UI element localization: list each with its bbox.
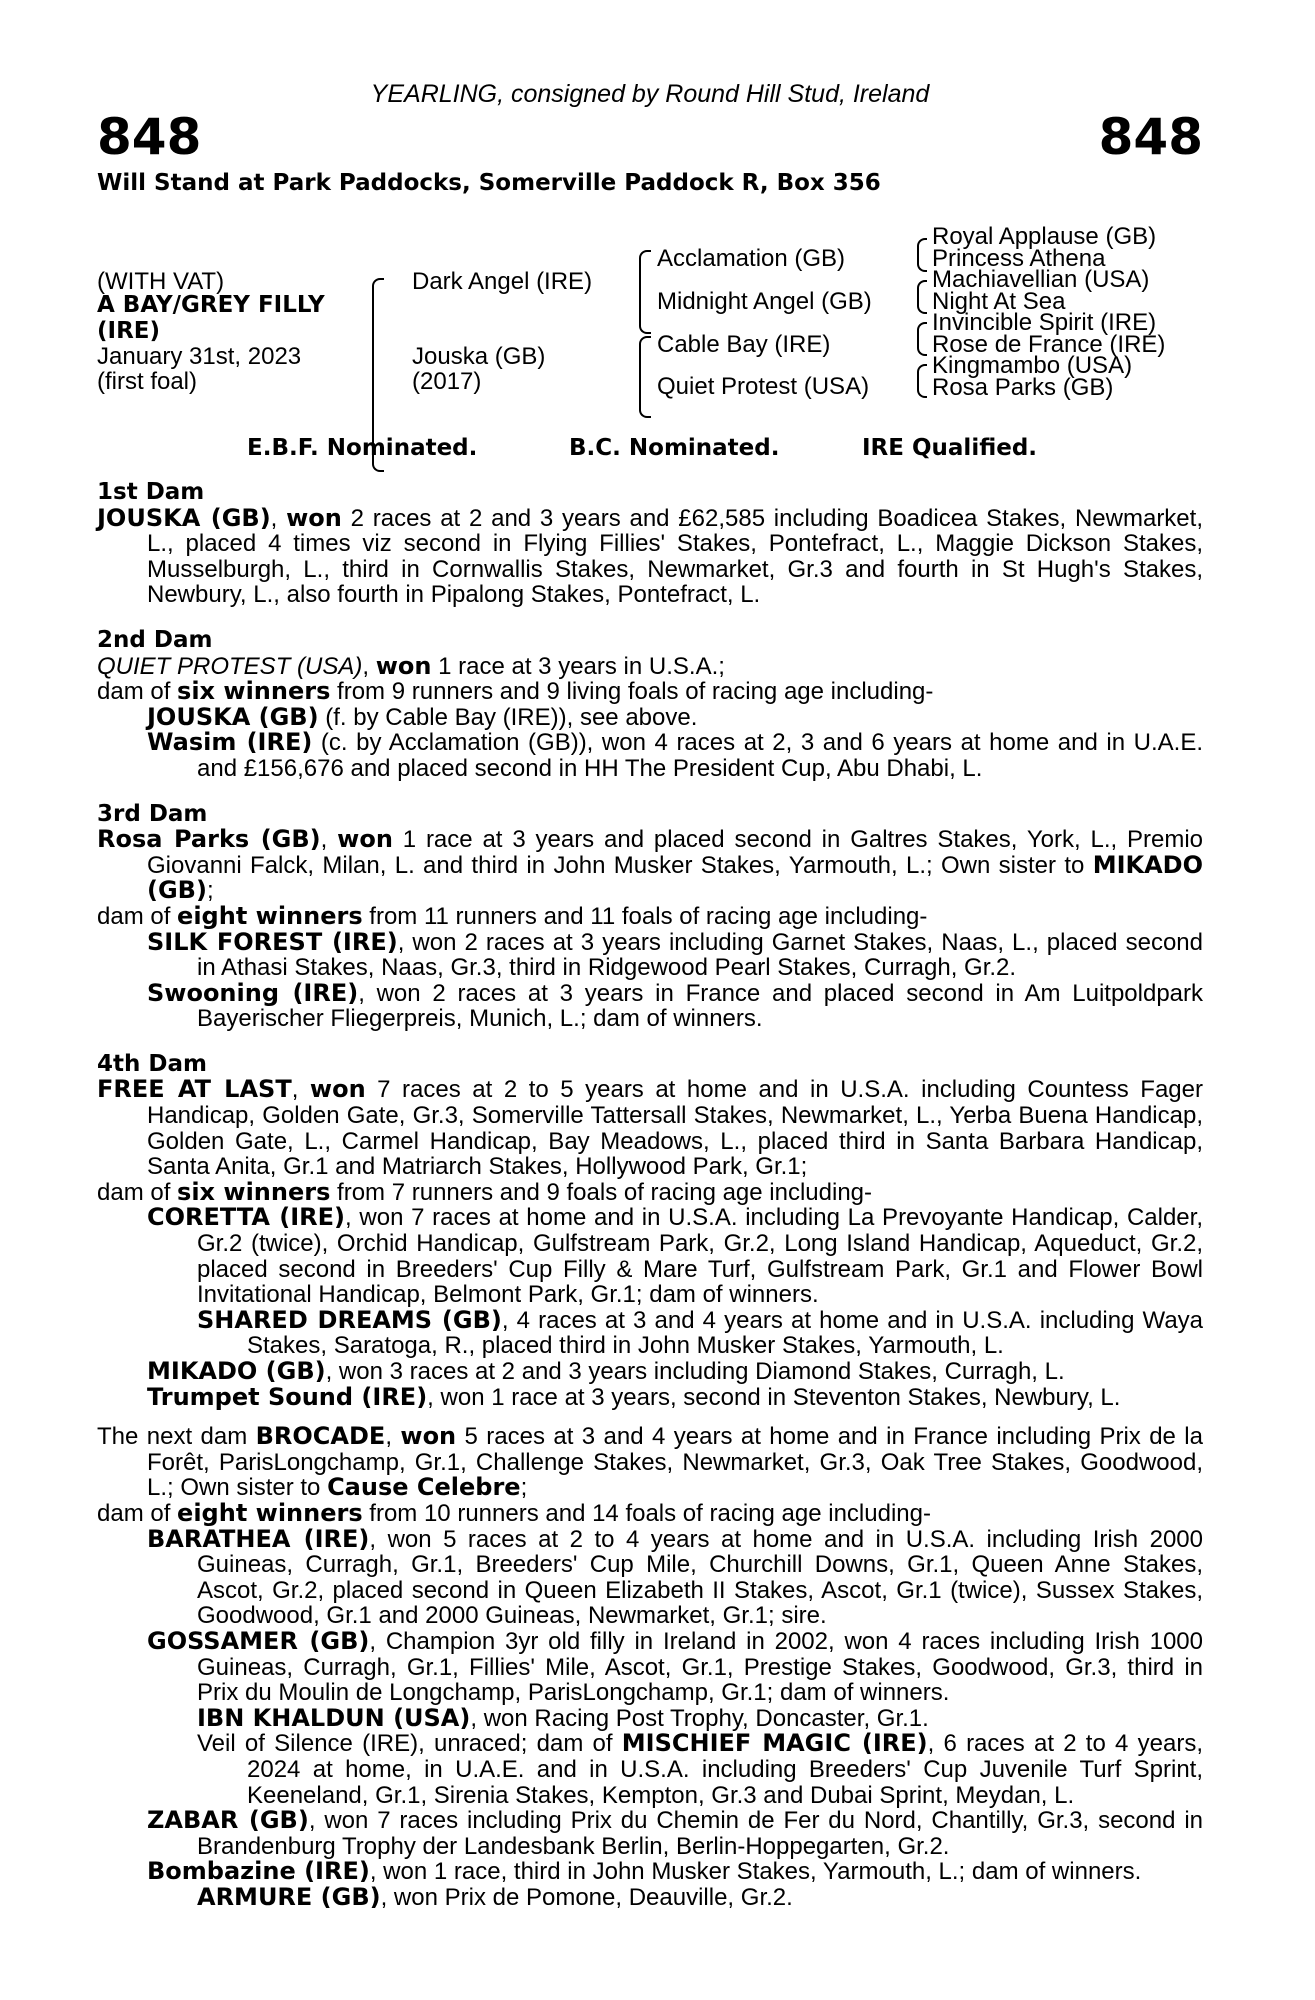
sire: Dark Angel (IRE) bbox=[412, 268, 593, 295]
fourth-dam-of: dam of bbox=[97, 1178, 178, 1206]
fourth-dam-name: FREE AT LAST bbox=[97, 1075, 292, 1104]
next-dam-end: ; bbox=[520, 1474, 528, 1502]
second-dam-record: QUIET PROTEST (USA), won 1 race at 3 years in U.S.A.; bbox=[97, 651, 725, 680]
brace-dd bbox=[917, 364, 927, 398]
progeny-text: (c. by Acclamation (GB)), won 4 races at 2, 3 and 6 years at home and in U.A.E. and £156,676 and placed second in HH The President Cup, Abu Dhabi, L. bbox=[197, 729, 1203, 782]
progeny-name: ZABAR (GB) bbox=[147, 1806, 309, 1835]
next-dam-progeny-2 bbox=[97, 1626, 1203, 1707]
progeny-name: Wasim (IRE) bbox=[147, 728, 313, 757]
next-dam-of: dam of bbox=[97, 1499, 178, 1527]
dam-year: (2017) bbox=[412, 368, 482, 395]
next-dam-text: 5 races at 3 and 4 years at home and in France including Prix de la Forêt, ParisLongchamp, Gr.1, Challenge Stakes, Newmarket, Gr.3, Oak Tree Stakes, Goodwood, L.; Own sister to bbox=[147, 1423, 1203, 1502]
ire-qualified: IRE Qualified. bbox=[862, 435, 1038, 461]
next-dam-grandprogeny-3 bbox=[97, 1882, 1203, 1911]
fourth-dam-progeny-3 bbox=[97, 1382, 1203, 1411]
third-dam-end: ; bbox=[206, 877, 214, 905]
progeny-text: , 6 races at 2 to 4 years, 2024 at home, in U.A.E. and in U.S.A. including Breeders' Cup Juvenile Turf Sprint, Keeneland, Gr.1, Sirenia Stakes, Kempton, Gr.3 and Dubai Sprint, Meydan, L. bbox=[247, 1730, 1203, 1809]
progeny-text: , won 5 races at 2 to 4 years at home and in U.S.A. including Irish 2000 Guineas, Curragh, Gr.1, Breeders' Cup Mile, Churchill Downs, Gr.1, Queen Anne Stakes, Ascot, Gr.2, placed second in Queen Elizabeth II Stakes, Ascot, Gr.1 (twice), Sussex Stakes, Goodwood, Gr.1 and 2000 Guineas, Newmarket, Gr.1; sire. bbox=[197, 1525, 1203, 1630]
third-dam-runners: from 11 runners and 11 foals of racing age including- bbox=[362, 902, 928, 930]
next-dam-record: The next dam BROCADE, won 5 races at 3 and 4 years at home and in France including Prix de la Forêt, ParisLongchamp, Gr.1, Challenge Stakes, Newmarket, Gr.3, Oak Tree Stakes, Goodwood, L.; Own sister to Cause Celebre; bbox=[97, 1422, 1203, 1502]
progeny-name: IBN KHALDUN (USA) bbox=[197, 1703, 471, 1732]
second-dam-of: dam of bbox=[97, 678, 178, 706]
next-dam-grandprogeny-2 bbox=[97, 1731, 1203, 1808]
dam-brace bbox=[639, 336, 651, 418]
progeny-name: GOSSAMER (GB) bbox=[147, 1626, 370, 1655]
fourth-dam-won: won bbox=[309, 1075, 366, 1104]
third-dam-text: 1 race at 3 years and placed second in Galtres Stakes, York, L., Premio Giovanni Falck, Milan, L. and third in John Musker Stakes, Yarmouth, L.; Own sister to bbox=[147, 826, 1204, 879]
second-dam-runners: from 9 runners and 9 living foals of racing age including- bbox=[330, 678, 934, 706]
third-dam-progeny-1 bbox=[97, 927, 1203, 982]
fourth-dam-record: FREE AT LAST, won 7 races at 2 to 5 years at home and in U.S.A. including Countess Fager Handicap, Golden Gate, Gr.3, Somerville Tattersall Stakes, Newmarket, L., Yerba Buena Handicap, Golden Gate, L., Carmel Handicap, Bay Meadows, L., placed third in Santa Barbara Handicap, Santa Anita, Gr.1 and Matriarch Stakes, Hollywood Park, Gr.1; bbox=[97, 1075, 1203, 1181]
foaling-date: January 31st, 2023 bbox=[97, 343, 302, 370]
next-dam-progeny-1 bbox=[97, 1524, 1203, 1630]
progeny-name: Trumpet Sound (IRE) bbox=[147, 1382, 428, 1411]
sire-brace bbox=[639, 250, 651, 334]
second-dam-won: won bbox=[375, 651, 432, 680]
vat-note: (WITH VAT) bbox=[97, 268, 225, 295]
progeny-text: (f. by Cable Bay (IRE)), see above. bbox=[318, 703, 698, 731]
progeny-text: , won 2 races at 3 years in France and placed second in Am Luitpoldpark Bayerischer Fliegerpreis, Munich, L.; dam of winners. bbox=[197, 979, 1204, 1033]
first-dam-won: won bbox=[286, 503, 342, 532]
brace-sd bbox=[917, 280, 927, 314]
progeny-text: , Champion 3yr old filly in Ireland in 2002, won 4 races including Irish 1000 Guineas, Curragh, Gr.1, Fillies' Mile, Ascot, Gr.1, Prestige Stakes, Goodwood, Gr.3, third in Prix du Moulin de Longchamp, ParisLongchamp, Gr.1; dam of winners. bbox=[197, 1627, 1203, 1707]
third-dam-winners: eight winners bbox=[177, 901, 363, 930]
second-dam-winners: six winners bbox=[177, 677, 331, 706]
sds: Machiavellian (USA) bbox=[932, 266, 1150, 293]
pedigree-notes bbox=[97, 480, 1203, 1910]
progeny-text: , won 3 races at 2 and 3 years including Diamond Stakes, Curragh, L. bbox=[325, 1358, 1065, 1385]
second-dam-progeny-1 bbox=[97, 702, 1203, 731]
stable-location: Will Stand at Park Paddocks, Somerville Paddock R, Box 356 bbox=[97, 170, 881, 196]
third-dam-name: Rosa Parks (GB) bbox=[97, 825, 321, 854]
next-dam-sister: Cause Celebre bbox=[327, 1473, 521, 1502]
next-dam-winners: eight winners bbox=[177, 1498, 363, 1527]
progeny-text: , won Racing Post Trophy, Doncaster, Gr.1. bbox=[470, 1704, 929, 1732]
dam-dam: Quiet Protest (USA) bbox=[657, 373, 870, 400]
fourth-dam-heading: 4th Dam bbox=[97, 1050, 207, 1077]
next-dam-progeny-3 bbox=[97, 1808, 1203, 1859]
progeny-text: , won Prix de Pomone, Deauville, Gr.2. bbox=[380, 1883, 793, 1911]
second-dam-progeny-2 bbox=[97, 730, 1203, 781]
second-dam-heading: 2nd Dam bbox=[97, 626, 213, 653]
third-dam-produce bbox=[97, 901, 1203, 930]
progeny-text: , won 7 races including Prix du Chemin de Fer du Nord, Chantilly, Gr.3, second in Brandenburg Trophy der Landesbank Berlin, Berlin-Hoppegarten, Gr.2. bbox=[197, 1807, 1204, 1860]
first-dam-text: 2 races at 2 and 3 years and £62,585 including Boadicea Stakes, Newmarket, L., placed 4 times viz second in Flying Fillies' Stakes, Pontefract, L., Maggie Dickson Stakes, Musselburgh, L., third in Cornwallis Stakes, Newmarket, Gr.3 and fourth in St Hugh's Stakes, Newbury, L., also fourth in Pipalong Stakes, Pontefract, L. bbox=[147, 504, 1203, 609]
next-dam-progeny-4 bbox=[97, 1859, 1203, 1885]
dds: Kingmambo (USA) bbox=[932, 352, 1133, 379]
first-dam-name: JOUSKA (GB) bbox=[97, 503, 271, 532]
ddd: Rosa Parks (GB) bbox=[932, 374, 1114, 401]
progeny-text: , won 1 race at 3 years, second in Steventon Stakes, Newbury, L. bbox=[427, 1383, 1121, 1411]
fourth-dam-grandprogeny-1 bbox=[97, 1305, 1204, 1360]
next-dam-runners: from 10 runners and 14 foals of racing age including- bbox=[362, 1499, 931, 1527]
progeny-name: SHARED DREAMS (GB) bbox=[197, 1305, 502, 1334]
fourth-dam-text: 7 races at 2 to 5 years at home and in U.S.A. including Countess Fager Handicap, Golden Gate, Gr.3, Somerville Tattersall Stakes, Newmarket, L., Yerba Buena Handicap, Golden Gate, L., Carmel Handicap, Bay Meadows, L., placed third in Santa Barbara Handicap, Santa Anita, Gr.1 and Matriarch Stakes, Hollywood Park, Gr.1; bbox=[147, 1076, 1203, 1181]
lot-name: A BAY/GREY FILLY bbox=[97, 292, 325, 318]
third-dam-sister: MIKADO (GB) bbox=[147, 850, 1203, 905]
second-dam-text: 1 race at 3 years in U.S.A.; bbox=[431, 652, 725, 680]
progeny-name: Swooning (IRE) bbox=[147, 978, 359, 1007]
progeny-name: Bombazine (IRE) bbox=[147, 1857, 370, 1886]
fourth-dam-runners: from 7 runners and 9 foals of racing age including- bbox=[330, 1178, 873, 1206]
fourth-dam-progeny-2 bbox=[97, 1359, 1203, 1385]
third-dam-record: Rosa Parks (GB), won 1 race at 3 years and placed second in Galtres Stakes, York, L., Premio Giovanni Falck, Milan, L. and third in John Musker Stakes, Yarmouth, L.; Own sister to MIKADO (GB); bbox=[97, 825, 1204, 905]
foal-note: (first foal) bbox=[97, 368, 198, 395]
next-dam-produce bbox=[97, 1498, 1203, 1527]
fourth-dam-winners: six winners bbox=[177, 1177, 331, 1206]
next-dam-name: BROCADE bbox=[255, 1422, 386, 1451]
second-dam-name: QUIET PROTEST (USA) bbox=[97, 652, 363, 680]
sss: Royal Applause (GB) bbox=[932, 223, 1157, 250]
dss: Invincible Spirit (IRE) bbox=[932, 309, 1157, 336]
ebf-nominated: E.B.F. Nominated. bbox=[247, 435, 478, 461]
bc-nominated: B.C. Nominated. bbox=[569, 435, 780, 461]
sdd: Night At Sea bbox=[932, 288, 1066, 315]
lot-name-origin: (IRE) bbox=[97, 318, 161, 344]
fourth-dam-produce bbox=[97, 1177, 1203, 1206]
progeny-name: CORETTA (IRE) bbox=[147, 1203, 346, 1232]
fourth-dam-progeny-1 bbox=[97, 1205, 1203, 1307]
progeny-name: MIKADO (GB) bbox=[147, 1357, 326, 1385]
second-dam-produce bbox=[97, 679, 1203, 705]
progeny-name: BARATHEA (IRE) bbox=[147, 1524, 370, 1553]
next-dam-grandprogeny-1 bbox=[97, 1703, 1203, 1732]
dam-sire: Cable Bay (IRE) bbox=[657, 331, 831, 358]
progeny-text: , won 1 race, third in John Musker Stakes, Yarmouth, L.; dam of winners. bbox=[369, 1858, 1142, 1886]
dsd: Rose de France (IRE) bbox=[932, 331, 1166, 358]
progeny-name: SILK FOREST (IRE) bbox=[147, 927, 398, 956]
dam: Jouska (GB) bbox=[412, 343, 546, 370]
sire-dam: Midnight Angel (GB) bbox=[657, 288, 872, 315]
lot-number-left: 848 bbox=[97, 108, 202, 166]
third-dam-won: won bbox=[337, 825, 393, 854]
progeny-text: , won 2 races at 3 years including Garnet Stakes, Naas, L., placed second in Athasi Stakes, Naas, Gr.3, third in Ridgewood Pearl Stakes, Curragh, Gr.2. bbox=[197, 928, 1203, 982]
progeny-name: ARMURE (GB) bbox=[197, 1882, 381, 1911]
progeny-text: , 4 races at 3 and 4 years at home and in U.S.A. including Waya Stakes, Saratoga, R., placed third in John Musker Stakes, Yarmouth, L. bbox=[247, 1306, 1204, 1360]
next-dam-prefix: The next dam bbox=[97, 1423, 256, 1451]
first-dam-heading: 1st Dam bbox=[97, 479, 205, 505]
first-dam-record: JOUSKA (GB), won 2 races at 2 and 3 years and £62,585 including Boadicea Stakes, Newmarket, L., placed 4 times viz second in Flying Fillies' Stakes, Pontefract, L., Maggie Dickson Stakes, Musselburgh, L., third in Cornwallis Stakes, Newmarket, Gr.3 and fourth in St Hugh's Stakes, Newbury, L., also fourth in Pipalong Stakes, Pontefract, L. bbox=[97, 503, 1203, 609]
consignor-line: YEARLING, consigned by Round Hill Stud, Ireland bbox=[370, 80, 930, 108]
third-dam-heading: 3rd Dam bbox=[97, 800, 208, 827]
progeny-name: JOUSKA (GB) bbox=[147, 702, 319, 731]
third-dam-progeny-2 bbox=[97, 978, 1204, 1033]
lot-number-right: 848 bbox=[1098, 108, 1203, 166]
next-dam-won: won bbox=[400, 1422, 457, 1451]
third-dam-of: dam of bbox=[97, 902, 178, 930]
progeny-text: , won 7 races at home and in U.S.A. including La Prevoyante Handicap, Calder, Gr.2 (twice), Orchid Handicap, Gulfstream Park, Gr.2, Long Island Handicap, Aqueduct, Gr.2, placed second in Breeders' Cup Filly & Mare Turf, Gulfstream Park, Gr.1 and Flower Bowl Invitational Handicap, Belmont Park, Gr.1; dam of winners. bbox=[197, 1204, 1203, 1309]
brace-ds bbox=[917, 322, 927, 356]
progeny-prefix: Veil of Silence (IRE), unraced; dam of bbox=[197, 1730, 622, 1758]
sire-sire: Acclamation (GB) bbox=[657, 245, 846, 272]
brace-ss bbox=[917, 238, 927, 272]
progeny-name: MISCHIEF MAGIC (IRE) bbox=[621, 1729, 928, 1758]
ssd: Princess Athena bbox=[932, 245, 1106, 272]
